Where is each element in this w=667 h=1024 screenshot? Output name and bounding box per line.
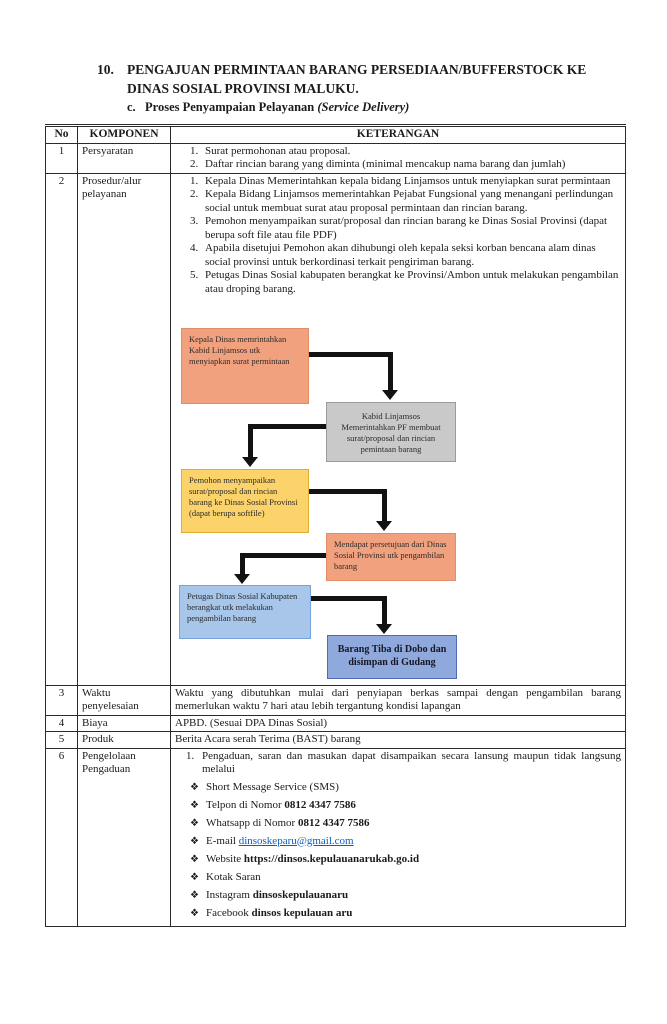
table-row-pengaduan [46, 748, 626, 926]
phone-number: 0812 4347 7586 [284, 798, 356, 811]
subsection-text-italic: (Service Delivery) [317, 100, 410, 114]
diamond-bullet-icon: ❖ [190, 871, 199, 883]
channel-text: Short Message Service (SMS) [206, 780, 339, 793]
complaint-channel-list [175, 781, 621, 921]
table-header-row [46, 126, 626, 144]
row-number-cell: 3 [46, 685, 78, 715]
keterangan-cell: Berita Acara serah Terima (BAST) barang [171, 732, 626, 749]
list-item: 4. Apabila disetujui Pemohon akan dihubungi oleh kepala seksi korban bencana alam dinas social provinsi untuk berkordinasi terkait pengiriman barang. [201, 242, 621, 269]
row-number-cell: 1 [46, 143, 78, 173]
list-item: 1. Kepala Dinas Memerintahkan kepala bidang Linjamsos untuk menyiapkan surat permintaan [201, 175, 621, 189]
channel-sms [190, 781, 621, 795]
page-title-line2: DINAS SOSIAL PROVINSI MALUKU. [127, 81, 359, 96]
page-title-line1: PENGAJUAN PERMINTAAN BARANG PERSEDIAAN/BUFFERSTOCK KE [127, 62, 587, 77]
flow-box-barang-tiba: Barang Tiba di Dobo dan disimpan di Gudang [327, 635, 457, 679]
row-number-cell: 6 [46, 748, 78, 926]
procedure-flowchart [175, 326, 622, 682]
keterangan-cell [171, 143, 626, 173]
komponen-cell: Biaya [78, 715, 171, 732]
diamond-bullet-icon: ❖ [190, 799, 199, 811]
page-title [127, 60, 607, 98]
instagram-handle: dinsoskepulauanaru [252, 888, 349, 901]
diamond-bullet-icon: ❖ [190, 781, 199, 793]
channel-email [190, 835, 621, 849]
flow-arrow-5-head-icon [376, 624, 392, 634]
channel-facebook [190, 907, 621, 921]
flow-arrow-3-vline [382, 489, 387, 521]
list-item: 5. Petugas Dinas Sosial kabupaten berangkat ke Provinsi/Ambon untuk melakukan pengambilan atau droping barang. [201, 269, 621, 296]
komponen-cell: Persyaratan [78, 143, 171, 173]
flow-arrow-5-vline [382, 596, 387, 624]
header-no: No [46, 126, 78, 144]
keterangan-cell [171, 748, 626, 926]
komponen-cell: Waktu penyelesaian [78, 685, 171, 715]
channel-text: Whatsapp di Nomor [206, 816, 298, 829]
flow-arrow-1-vline [388, 352, 393, 390]
channel-text: Kotak Saran [206, 870, 261, 883]
flow-box-persetujuan: Mendapat persetujuan dari Dinas Sosial Provinsi utk pengambilan barang [326, 533, 456, 581]
flow-arrow-2-head-icon [242, 457, 258, 467]
flow-arrow-4-hline [240, 553, 326, 558]
channel-text: E-mail [206, 834, 239, 847]
row-number-cell: 4 [46, 715, 78, 732]
channel-text: Instagram [206, 888, 253, 901]
channel-whatsapp [190, 817, 621, 831]
document-header [97, 60, 617, 116]
table-row-prosedur [46, 173, 626, 685]
subsection-title [127, 99, 617, 116]
row-number-cell: 5 [46, 732, 78, 749]
keterangan-cell: APBD. (Sesuai DPA Dinas Sosial) [171, 715, 626, 732]
list-item: 2. Kepala Bidang Linjamsos memerintahkan Pejabat Fungsional yang menangani perlindungan social untuk membuat surat atau proposal permintaan dan rincian barang. [201, 188, 621, 215]
table-row-persyaratan [46, 143, 626, 173]
channel-instagram [190, 889, 621, 903]
diamond-bullet-icon: ❖ [190, 817, 199, 829]
subsection-label [145, 99, 409, 116]
list-item: 2. Daftar rincian barang yang diminta (minimal mencakup nama barang dan jumlah) [201, 158, 621, 172]
subsection-text: Proses Penyampaian Pelayanan [145, 100, 318, 114]
channel-text: Telpon di Nomor [206, 798, 285, 811]
table-row-biaya [46, 715, 626, 732]
channel-text: Website [206, 852, 244, 865]
flow-arrow-4-vline [240, 553, 245, 574]
flow-arrow-1-head-icon [382, 390, 398, 400]
channel-website [190, 853, 621, 867]
diamond-bullet-icon: ❖ [190, 835, 199, 847]
flow-box-kabid-linjamsos: Kabid Linjamsos Memerintahkan PF membuat surat/proposal dan rincian pemintaan barang [326, 402, 456, 462]
table-row-waktu [46, 685, 626, 715]
flow-arrow-3-head-icon [376, 521, 392, 531]
whatsapp-number: 0812 4347 7586 [297, 816, 370, 829]
flow-box-pemohon: Pemohon menyampaikan surat/proposal dan rincian barang ke Dinas Sosial Provinsi (dapat berupa softfile) [181, 469, 309, 533]
list-item: 1. Pengaduan, saran dan masukan dapat disampaikan secara lansung maupun tidak langsung melalui [197, 750, 621, 777]
keterangan-cell: Waktu yang dibutuhkan mulai dari penyiapan berkas sampai dengan pengambilan barang memerlukan waktu 7 hari atau lebih tergantung kondisi lapangan [171, 685, 626, 715]
email-link[interactable]: dinsoskeparu@gmail.com [238, 834, 354, 847]
flow-arrow-1-hline [309, 352, 393, 357]
flow-box-kepala-dinas: Kepala Dinas memrintahkan Kabid Linjamsos utk menyiapkan surat permintaan [181, 328, 309, 404]
flow-arrow-2-hline [248, 424, 326, 429]
list-item: 1. Surat permohonan atau proposal. [201, 145, 621, 159]
channel-text: Facebook [206, 906, 252, 919]
channel-phone [190, 799, 621, 813]
service-table [45, 124, 625, 927]
list-item: 3. Pemohon menyampaikan surat/proposal dan rincian barang ke Dinas Sosial Provinsi (dapat berupa soft file atau file PDF) [201, 215, 621, 242]
flow-arrow-3-hline [309, 489, 387, 494]
flow-arrow-2-vline [248, 424, 253, 457]
komponen-cell: Produk [78, 732, 171, 749]
keterangan-cell [171, 173, 626, 685]
header-komponen: KOMPONEN [78, 126, 171, 144]
flow-arrow-5-hline [311, 596, 387, 601]
komponen-cell: Pengelolaan Pengaduan [78, 748, 171, 926]
komponen-cell: Prosedur/alur pelayanan [78, 173, 171, 685]
subsection-letter: c. [127, 100, 136, 114]
header-keterangan: KETERANGAN [171, 126, 626, 144]
section-number: 10. [97, 62, 114, 77]
flow-box-petugas: Petugas Dinas Sosial Kabupaten berangkat utk melakukan pengambilan barang [179, 585, 311, 639]
table-row-produk [46, 732, 626, 749]
facebook-handle: dinsos kepulauan aru [251, 906, 353, 919]
channel-kotak-saran [190, 871, 621, 885]
flow-arrow-4-head-icon [234, 574, 250, 584]
diamond-bullet-icon: ❖ [190, 889, 199, 901]
row-number-cell: 2 [46, 173, 78, 685]
diamond-bullet-icon: ❖ [190, 907, 199, 919]
diamond-bullet-icon: ❖ [190, 853, 199, 865]
website-url: https://dinsos.kepulauanarukab.go.id [243, 852, 420, 865]
